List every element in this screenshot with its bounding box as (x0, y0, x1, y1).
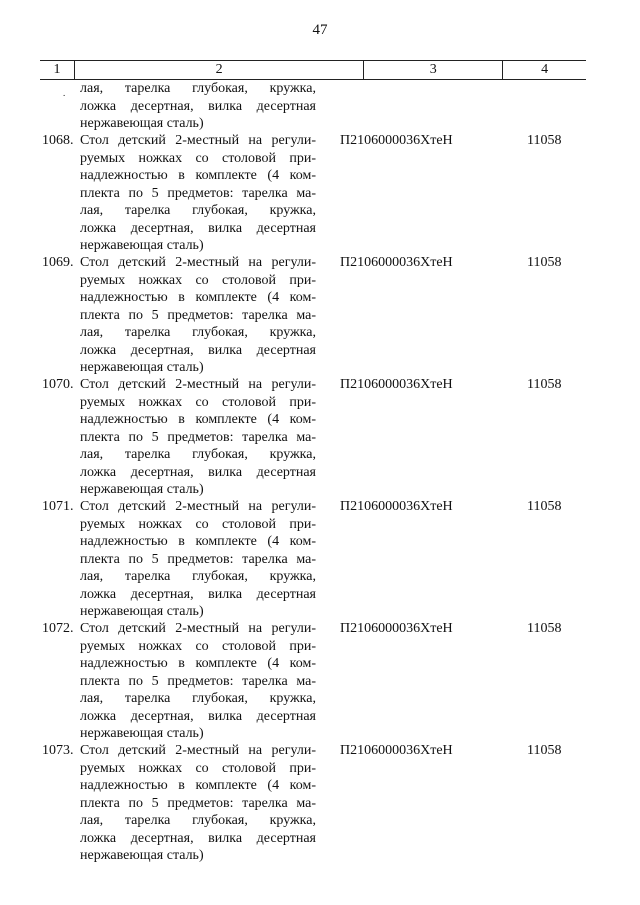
row-description (80, 742, 316, 865)
row-description (80, 254, 316, 377)
description-line: ложка десертная, вилка десертная (80, 830, 316, 846)
description-line: надлежностью в комплекте (4 ком- (80, 290, 316, 305)
row-price: 11058 (527, 499, 562, 514)
continued-line: ложка десертная, вилка десертная (80, 98, 316, 114)
continued-description (80, 80, 316, 133)
description-line: ложка десертная, вилка десертная (80, 220, 316, 236)
description-line: лая, тарелка глубокая, кружка, (80, 203, 316, 218)
description-line: надлежностью в комплекте (4 ком- (80, 534, 316, 549)
table-row (0, 376, 640, 498)
row-code: П2106000036ХтеН (340, 255, 453, 270)
description-line: плекта по 5 предметов: тарелка ма- (80, 429, 316, 445)
description-line: Стол детский 2-местный на регули- (80, 743, 316, 758)
table-row (0, 254, 640, 376)
table-row (0, 498, 640, 620)
row-code: П2106000036ХтеН (340, 621, 453, 636)
continued-line: лая, тарелка глубокая, кружка, (80, 81, 316, 96)
description-line: руемых ножках со столовой при- (80, 394, 316, 410)
row-number: 1068. (42, 133, 74, 148)
row-number: 1071. (42, 499, 74, 514)
description-line: плекта по 5 предметов: тарелка ма- (80, 673, 316, 689)
description-line: Стол детский 2-местный на регули- (80, 499, 316, 514)
continuation-mark: . (63, 88, 66, 98)
description-line: Стол детский 2-местный на регули- (80, 377, 316, 392)
row-number: 1070. (42, 377, 74, 392)
description-line: руемых ножках со столовой при- (80, 272, 316, 288)
continued-line: нержавеющая сталь) (80, 116, 204, 131)
row-description (80, 498, 316, 621)
description-line: лая, тарелка глубокая, кружка, (80, 691, 316, 706)
description-line: лая, тарелка глубокая, кружка, (80, 447, 316, 462)
row-description (80, 132, 316, 255)
description-line: плекта по 5 предметов: тарелка ма- (80, 795, 316, 811)
description-line: руемых ножках со столовой при- (80, 760, 316, 776)
description-line: плекта по 5 предметов: тарелка ма- (80, 185, 316, 201)
row-code: П2106000036ХтеН (340, 133, 453, 148)
row-number: 1072. (42, 621, 74, 636)
description-line: ложка десертная, вилка десертная (80, 586, 316, 602)
description-line: Стол детский 2-местный на регули- (80, 255, 316, 270)
row-price: 11058 (527, 621, 562, 636)
column-header-1: 1 (53, 62, 61, 77)
row-code: П2106000036ХтеН (340, 377, 453, 392)
row-description (80, 376, 316, 499)
table-row (0, 620, 640, 742)
description-line: руемых ножках со столовой при- (80, 638, 316, 654)
description-line: ложка десертная, вилка десертная (80, 342, 316, 358)
row-price: 11058 (527, 743, 562, 758)
description-line: нержавеющая сталь) (80, 848, 204, 863)
description-line: Стол детский 2-местный на регули- (80, 133, 316, 148)
column-header-4: 4 (502, 61, 586, 79)
description-line: руемых ножках со столовой при- (80, 516, 316, 532)
table-header (40, 60, 586, 80)
description-line: плекта по 5 предметов: тарелка ма- (80, 551, 316, 567)
description-line: нержавеющая сталь) (80, 360, 204, 375)
row-price: 11058 (527, 377, 562, 392)
description-line: плекта по 5 предметов: тарелка ма- (80, 307, 316, 323)
column-header-2: 2 (74, 61, 363, 79)
column-header-3: 3 (363, 61, 502, 79)
description-line: лая, тарелка глубокая, кружка, (80, 813, 316, 828)
description-line: лая, тарелка глубокая, кружка, (80, 569, 316, 584)
description-line: надлежностью в комплекте (4 ком- (80, 656, 316, 671)
description-line: ложка десертная, вилка десертная (80, 464, 316, 480)
description-line: нержавеющая сталь) (80, 604, 204, 619)
description-line: нержавеющая сталь) (80, 238, 204, 253)
row-number: 1073. (42, 743, 74, 758)
description-line: лая, тарелка глубокая, кружка, (80, 325, 316, 340)
table-row (0, 132, 640, 254)
description-line: нержавеющая сталь) (80, 482, 204, 497)
description-line: руемых ножках со столовой при- (80, 150, 316, 166)
row-code: П2106000036ХтеН (340, 743, 453, 758)
description-line: ложка десертная, вилка десертная (80, 708, 316, 724)
table-row (0, 742, 640, 864)
description-line: надлежностью в комплекте (4 ком- (80, 412, 316, 427)
row-number: 1069. (42, 255, 74, 270)
description-line: нержавеющая сталь) (80, 726, 204, 741)
page-number: 47 (312, 22, 328, 38)
row-code: П2106000036ХтеН (340, 499, 453, 514)
description-line: надлежностью в комплекте (4 ком- (80, 778, 316, 793)
row-price: 11058 (527, 133, 562, 148)
description-line: надлежностью в комплекте (4 ком- (80, 168, 316, 183)
row-description (80, 620, 316, 743)
description-line: Стол детский 2-местный на регули- (80, 621, 316, 636)
row-price: 11058 (527, 255, 562, 270)
